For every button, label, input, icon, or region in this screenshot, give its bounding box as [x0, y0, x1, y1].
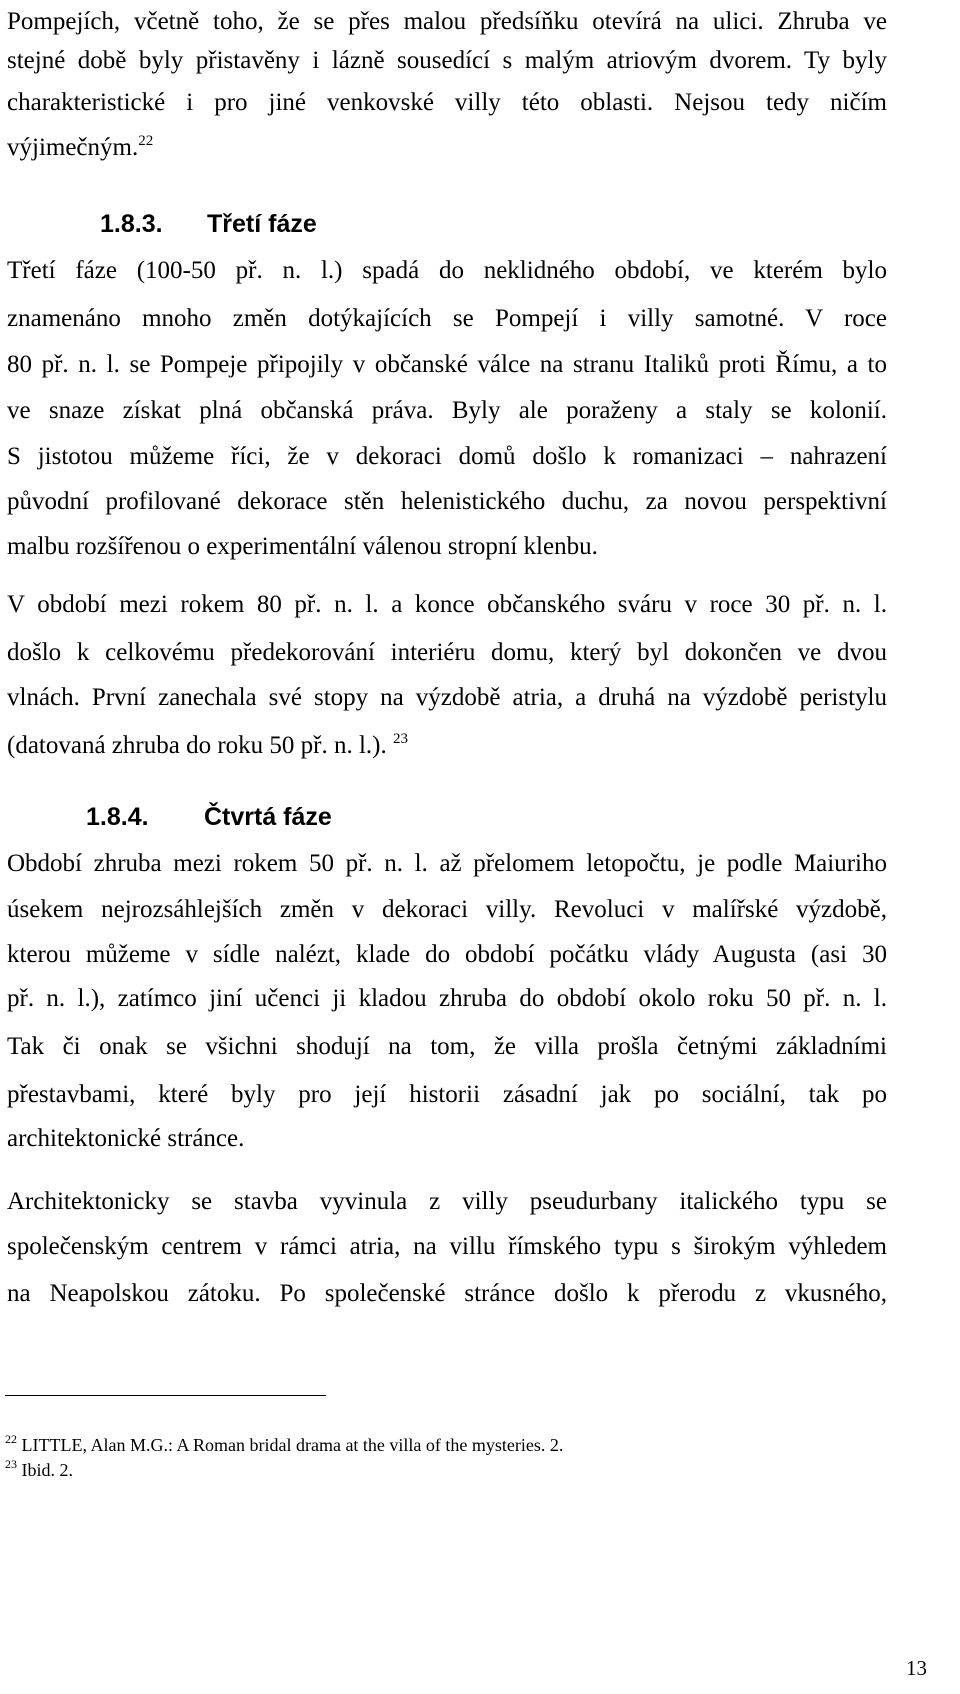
body-line: S jistotou můžeme říci, že v dekoraci domů došlo k romanizaci – nahrazení: [7, 443, 887, 470]
footnote: [5, 1457, 73, 1483]
body-line: vlnách. První zanechala své stopy na výzdobě atria, a druhá na výzdobě peristylu: [7, 684, 887, 711]
body-line: [7, 128, 887, 168]
section-heading: Třetí fáze: [207, 210, 317, 238]
body-line: architektonické stránce.: [7, 1125, 245, 1152]
section-number: 1.8.3.: [100, 210, 163, 238]
body-line: na Neapolskou zátoku. Po společenské stránce došlo k přerodu z vkusného,: [7, 1280, 887, 1307]
body-line: V období mezi rokem 80 př. n. l. a konce občanského sváru v roce 30 př. n. l.: [7, 591, 887, 618]
footnote-reference: 23: [393, 731, 408, 747]
section-number: 1.8.4.: [86, 803, 149, 831]
body-line: Pompejích, včetně toho, že se přes malou předsíňku otevírá na ulici. Zhruba ve: [7, 8, 887, 35]
body-text: (datovaná zhruba do roku 50 př. n. l.).: [7, 732, 387, 759]
footnote-number: 22: [5, 1432, 17, 1446]
body-line: 80 př. n. l. se Pompeje připojily v občanské válce na stranu Italiků proti Římu, a to: [7, 351, 887, 378]
body-line: stejné době byly přistavěny i lázně sousedící s malým atriovým dvorem. Ty byly: [7, 47, 887, 74]
body-line: malbu rozšířenou o experimentální válenou stropní klenbu.: [7, 533, 598, 560]
body-line: př. n. l.), zatímco jiní učenci ji kladou zhruba do období okolo roku 50 př. n. l.: [7, 985, 887, 1012]
body-line: Tak či onak se všichni shodují na tom, že villa prošla četnými základními: [7, 1033, 887, 1060]
footnote-reference: 22: [138, 133, 154, 149]
footnote-text: Ibid. 2.: [21, 1460, 73, 1480]
body-line: Období zhruba mezi rokem 50 př. n. l. až přelomem letopočtu, je podle Maiuriho: [7, 850, 887, 877]
body-line: původní profilované dekorace stěn helenistického duchu, za novou perspektivní: [7, 488, 887, 515]
footnote: [5, 1432, 563, 1458]
body-line: [7, 726, 887, 766]
body-line: společenským centrem v rámci atria, na villu římského typu s širokým výhledem: [7, 1233, 887, 1260]
body-line: Třetí fáze (100-50 př. n. l.) spadá do neklidného období, ve kterém bylo: [7, 257, 887, 284]
body-line: přestavbami, které byly pro její historii zásadní jak po sociální, tak po: [7, 1081, 887, 1108]
body-line: charakteristické i pro jiné venkovské villy této oblasti. Nejsou tedy ničím: [7, 89, 887, 116]
body-line: Architektonicky se stavba vyvinula z villy pseudurbany italického typu se: [7, 1188, 887, 1215]
footnote-text: LITTLE, Alan M.G.: A Roman bridal drama at the villa of the mysteries. 2.: [21, 1435, 564, 1455]
body-text: výjimečným.: [7, 134, 139, 161]
page-number: 13: [906, 1656, 927, 1680]
body-line: kterou můžeme v sídle nalézt, klade do období počátku vlády Augusta (asi 30: [7, 941, 887, 968]
body-line: znamenáno mnoho změn dotýkajících se Pompejí i villy samotné. V roce: [7, 305, 887, 332]
footnote-separator: [5, 1395, 326, 1396]
footnote-number: 23: [5, 1457, 17, 1471]
body-line: úsekem nejrozsáhlejších změn v dekoraci villy. Revoluci v malířské výzdobě,: [7, 896, 887, 923]
body-line: ve snaze získat plná občanská práva. Byly ale poraženy a staly se kolonií.: [7, 397, 887, 424]
section-heading: Čtvrtá fáze: [204, 803, 332, 831]
body-line: došlo k celkovému předekorování interiéru domu, který byl dokončen ve dvou: [7, 639, 887, 666]
